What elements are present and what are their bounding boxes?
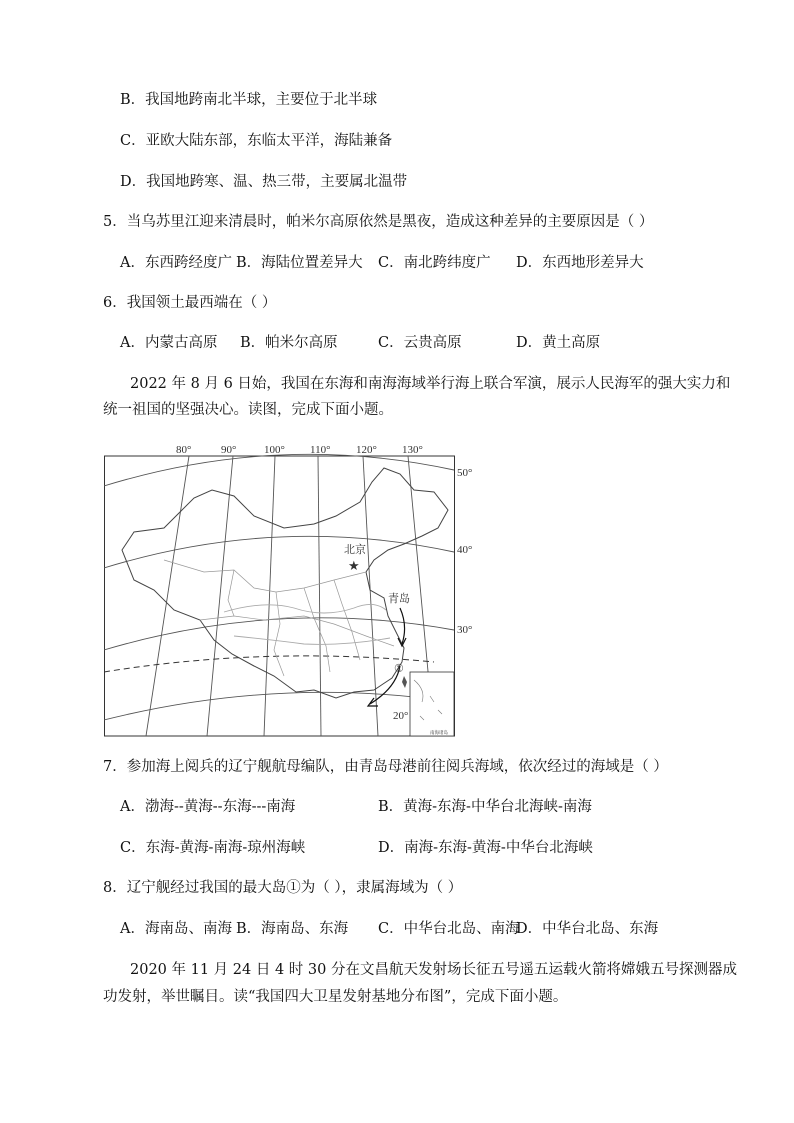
q5-option-a: A．东西跨经度广 — [120, 255, 232, 271]
lon-label: 80° — [176, 444, 192, 456]
q5-option-c: C．南北跨纬度广 — [378, 255, 491, 271]
q4-option-d: D．我国地跨寒、温、热三带，主要属北温带 — [120, 174, 408, 190]
intro1-line2: 统一祖国的坚强决心。读图，完成下面小题。 — [103, 402, 393, 418]
q8-stem-part1: 8．辽宁舰经过我国的最大岛 — [103, 880, 287, 896]
island-marker: ① — [394, 663, 404, 675]
q7-option-b: B．黄海-东海-中华台北海峡-南海 — [378, 799, 592, 815]
q8-option-b: B．海南岛、东海 — [236, 921, 349, 937]
meridian-110 — [318, 456, 321, 736]
q5-option-b: B．海陆位置差异大 — [236, 255, 363, 271]
china-map — [104, 440, 484, 740]
lon-label: 130° — [402, 444, 423, 456]
q8-stem-part2: 为（ ），隶属海域为（ ） — [300, 880, 463, 896]
lon-label: 120° — [356, 444, 377, 456]
lat-label: 20° — [393, 710, 409, 722]
q5-stem: 5．当乌苏里江迎来清晨时，帕米尔高原依然是黑夜，造成这种差异的主要原因是（ ） — [103, 214, 654, 230]
q8-option-d: D．中华台北岛、东海 — [516, 921, 659, 937]
meridian-80 — [146, 456, 189, 736]
q8-option-c: C．中华台北岛、南海 — [378, 921, 520, 937]
tropic-line — [104, 656, 434, 672]
q7-option-d: D．南海-东海-黄海-中华台北海峡 — [378, 840, 593, 856]
province-lines — [164, 560, 394, 676]
q6-option-a: A．内蒙古高原 — [120, 335, 218, 351]
lat-label: 40° — [457, 544, 473, 556]
q7-option-a: A．渤海--黄海--东海---南海 — [120, 799, 296, 815]
parallel-50 — [104, 454, 454, 486]
lon-label: 90° — [221, 444, 237, 456]
q7-stem: 7．参加海上阅兵的辽宁舰航母编队，由青岛母港前往阅兵海域，依次经过的海域是（ ） — [103, 759, 668, 775]
island-shape — [402, 676, 407, 688]
q6-stem: 6．我国领土最西端在（ ） — [103, 295, 277, 311]
qingdao-label: 青岛 — [388, 593, 410, 605]
q6-option-d: D．黄土高原 — [516, 335, 601, 351]
inset-label: 南海诸岛 — [430, 730, 448, 735]
intro2-line1: 2020 年 11 月 24 日 4 时 30 分在文昌航天发射场长征五号遥五运载火箭将嫦娥五号探测器成 — [130, 962, 737, 978]
q7-option-c: C．东海-黄海-南海-琼州海峡 — [120, 840, 306, 856]
island-marker-inline: ① — [286, 880, 301, 896]
parallel-40 — [104, 536, 454, 568]
q8-stem — [103, 878, 462, 898]
intro2-line2: 功发射，举世瞩目。读“我国四大卫星发射基地分布图”，完成下面小题。 — [103, 989, 568, 1005]
beijing-star-icon: ★ — [348, 558, 360, 573]
south-sea-inset — [410, 672, 454, 736]
q6-option-c: C．云贵高原 — [378, 335, 462, 351]
lon-label: 110° — [310, 444, 331, 456]
q4-option-b: B．我国地跨南北半球，主要位于北半球 — [120, 92, 378, 108]
lon-label: 100° — [264, 444, 285, 456]
beijing-label: 北京 — [344, 544, 366, 556]
lat-label: 30° — [457, 624, 473, 636]
intro1-line1: 2022 年 8 月 6 日始，我国在东海和南海海域举行海上联合军演，展示人民海军的强大实力和 — [130, 376, 731, 392]
q4-option-c: C．亚欧大陆东部，东临太平洋，海陆兼备 — [120, 133, 393, 149]
lat-label: 50° — [457, 467, 473, 479]
q6-option-b: B．帕米尔高原 — [240, 335, 338, 351]
voyage-route-icon — [400, 608, 405, 644]
q5-option-d: D．东西地形差异大 — [516, 255, 644, 271]
rivers — [224, 604, 390, 644]
q8-option-a: A．海南岛、南海 — [120, 921, 232, 937]
